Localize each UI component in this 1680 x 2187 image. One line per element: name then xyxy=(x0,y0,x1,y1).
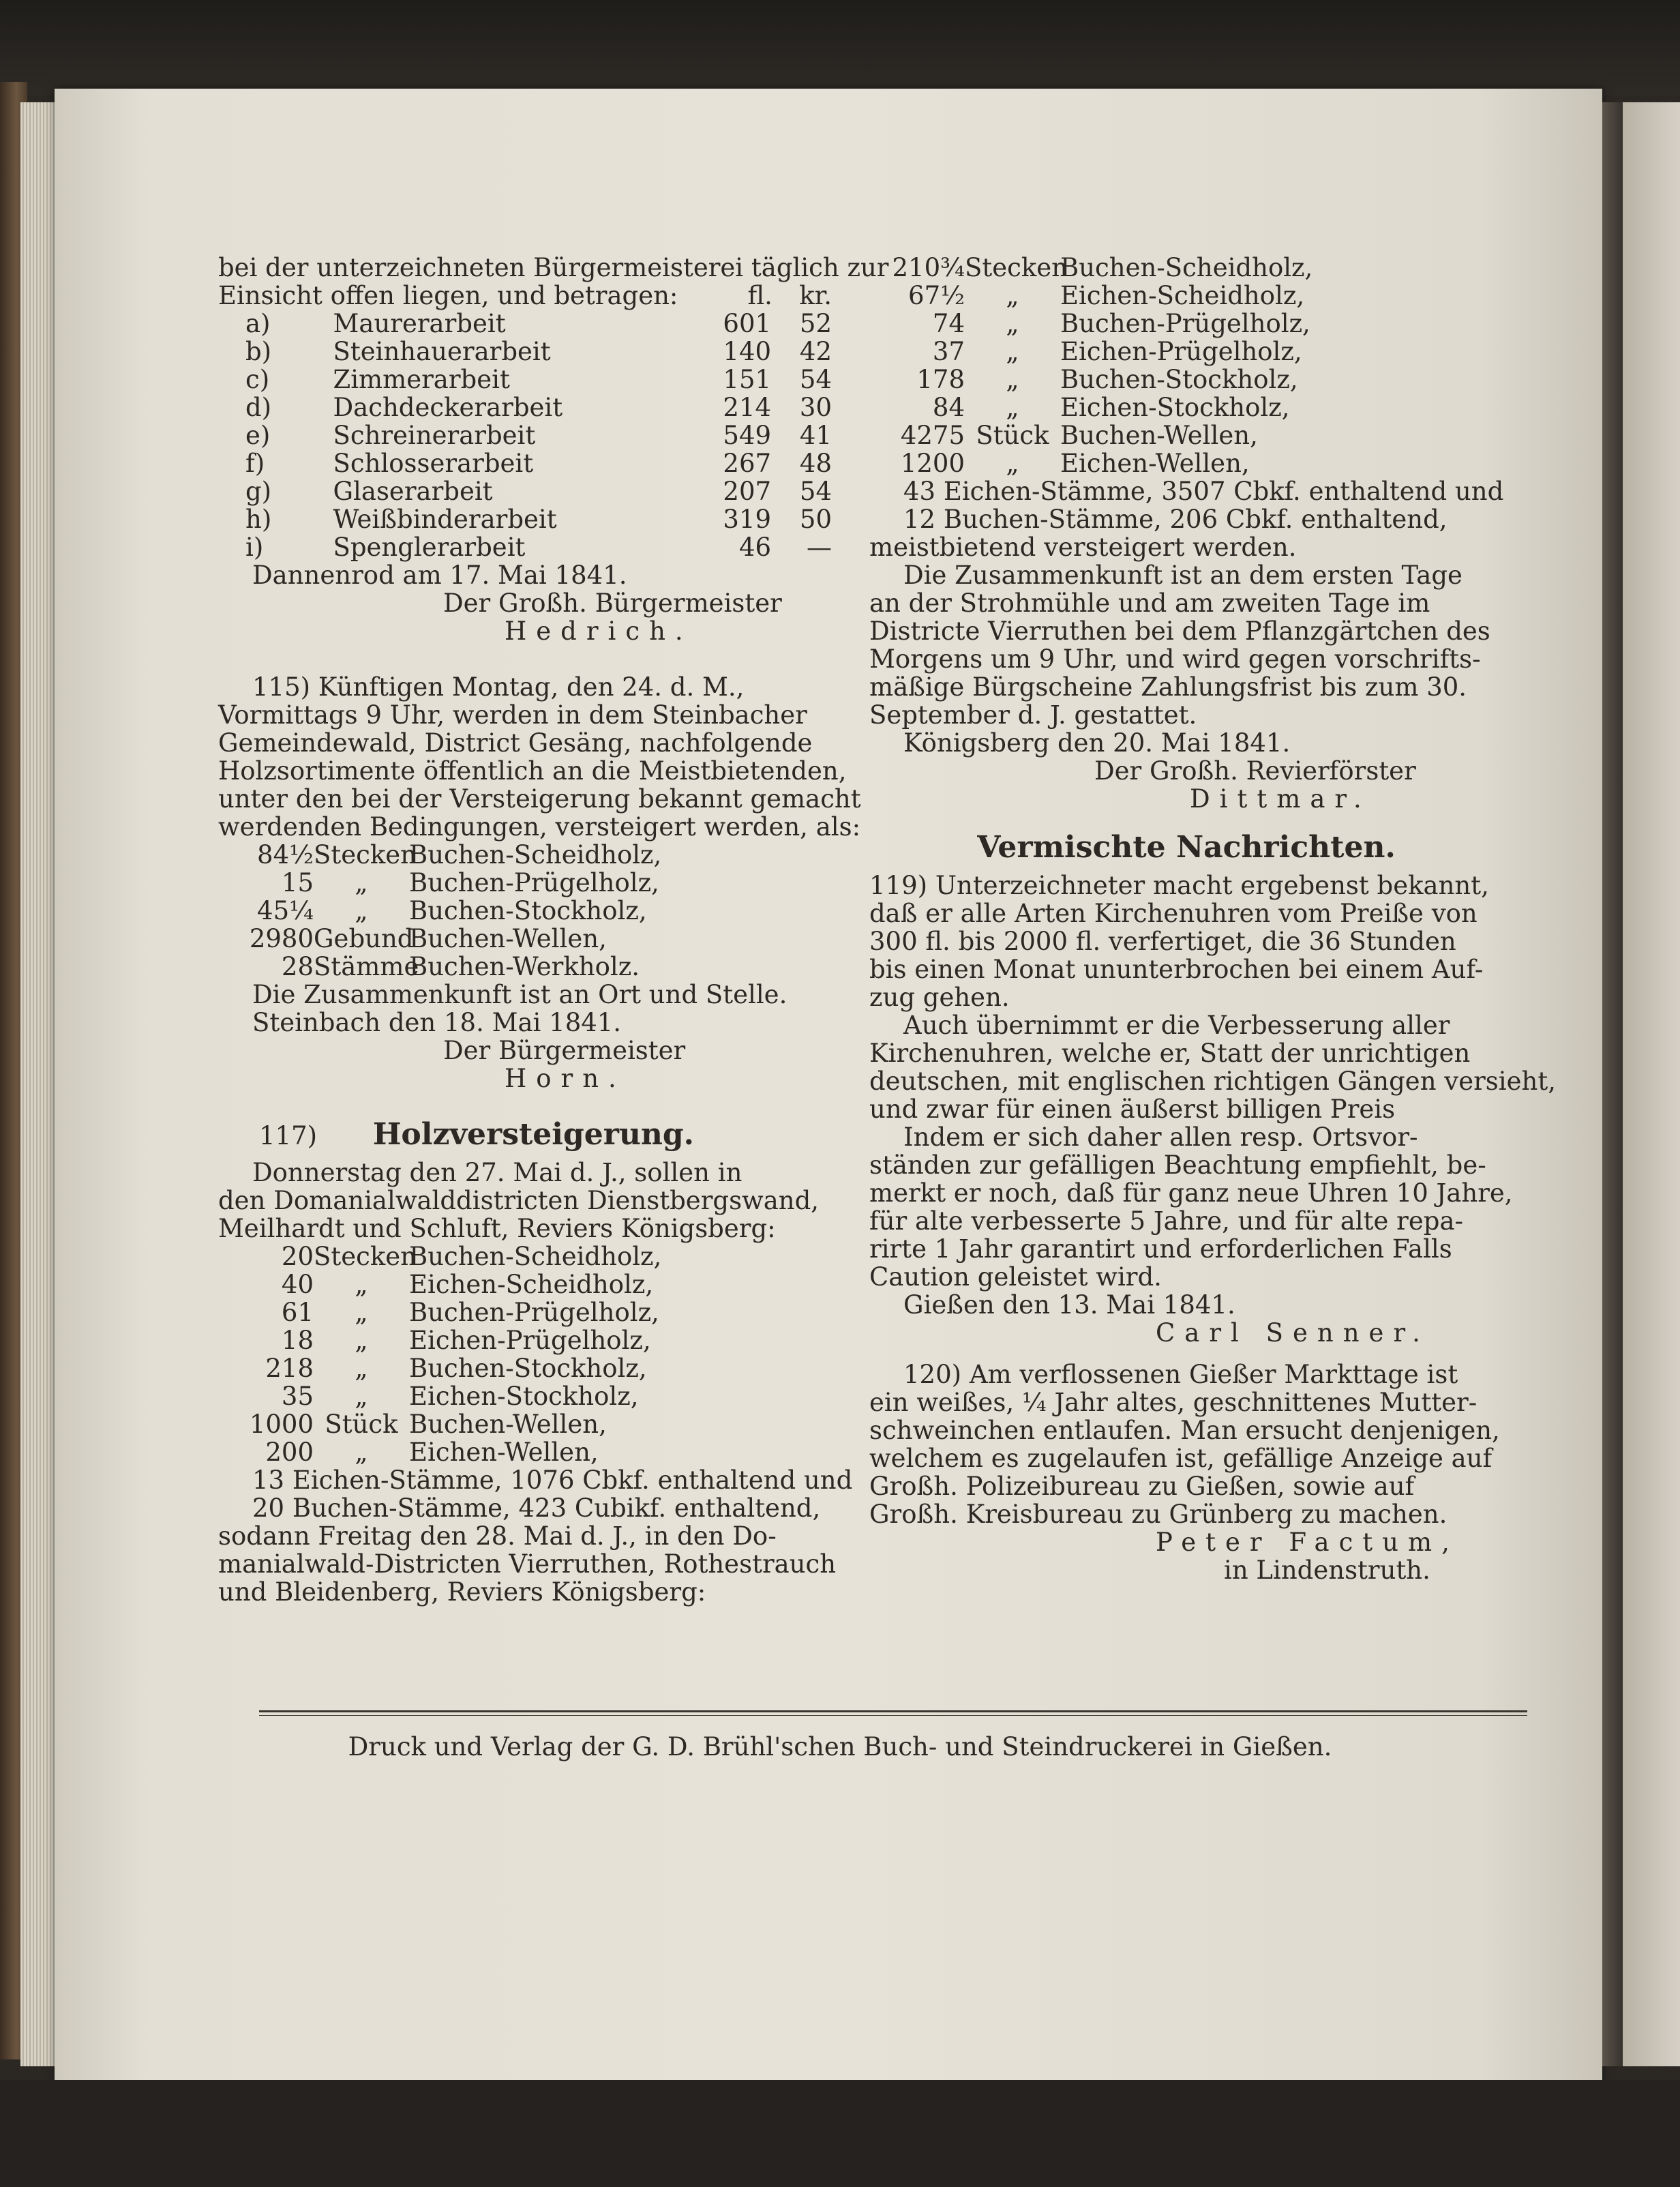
cost-fl: 601 xyxy=(723,309,772,338)
cost-fl: 207 xyxy=(723,477,772,506)
wood-qty: 1200 xyxy=(900,449,965,478)
notice-text: Kirchenuhren, welche er, Statt der unrichtigen xyxy=(869,1039,1471,1068)
wood-qty: 67½ xyxy=(908,281,965,310)
cost-label: i) xyxy=(245,533,264,562)
wood-row xyxy=(869,366,1503,393)
notice-text: Donnerstag den 27. Mai d. J., sollen in xyxy=(252,1158,742,1187)
currency-fl: fl. xyxy=(747,281,772,310)
wood-row xyxy=(218,1438,832,1466)
cost-label: a) xyxy=(245,309,271,338)
notice-date: Dannenrod am 17. Mai 1841. xyxy=(252,561,627,590)
notice-text: daß er alle Arten Kirchenuhren vom Preiße von xyxy=(869,899,1478,928)
notice-text: den Domanialwalddistricten Dienstbergswand, xyxy=(218,1186,820,1215)
wood-row xyxy=(218,1326,832,1354)
notice-text: Gemeindewald, District Gesäng, nachfolgende xyxy=(218,728,813,758)
wood-unit: Stecken xyxy=(965,253,1068,282)
wood-type: Eichen-Scheidholz, xyxy=(1060,281,1305,310)
cost-row xyxy=(218,393,832,421)
wood-qty: 74 xyxy=(932,309,965,338)
wood-qty: 4275 xyxy=(900,421,965,450)
notice-text: meistbietend versteigert werden. xyxy=(869,533,1297,562)
wood-qty: 1000 xyxy=(249,1410,314,1439)
background-table xyxy=(0,0,1680,95)
notice-text: welchem es zugelaufen ist, gefällige Anzeige auf xyxy=(869,1444,1492,1473)
wood-qty: 20 xyxy=(281,1242,314,1271)
cost-name: Spenglerarbeit xyxy=(333,533,526,562)
cost-row xyxy=(218,505,832,533)
wood-type: Buchen-Prügelholz, xyxy=(409,1298,659,1327)
notice-text: Districte Vierruthen bei dem Pflanzgärtchen des xyxy=(869,616,1490,646)
wood-type: Buchen-Prügelholz, xyxy=(1060,309,1310,338)
wood-type: Buchen-Scheidholz, xyxy=(409,1242,662,1271)
wood-row xyxy=(218,953,832,981)
wood-row xyxy=(218,1382,832,1410)
wood-unit: „ xyxy=(1006,281,1019,310)
cost-kr: 42 xyxy=(799,337,832,366)
cost-label: h) xyxy=(245,505,272,534)
wood-qty: 61 xyxy=(281,1298,314,1327)
wood-unit: Stecken xyxy=(314,840,417,869)
notice-heading-row xyxy=(218,1117,832,1159)
cost-name: Glaserarbeit xyxy=(333,477,493,506)
cost-row xyxy=(218,310,832,338)
notice-text: unter den bei der Versteigerung bekannt gemacht xyxy=(218,784,861,814)
notice-date: Steinbach den 18. Mai 1841. xyxy=(252,1008,622,1037)
cost-name: Zimmerarbeit xyxy=(333,365,510,394)
text-line: bei der unterzeichneten Bürgermeisterei täglich zur xyxy=(218,253,889,282)
cost-name: Weißbinderarbeit xyxy=(333,505,557,534)
cost-kr: 48 xyxy=(799,449,832,478)
wood-unit: Stecken xyxy=(314,1242,417,1271)
wood-row xyxy=(869,282,1503,310)
wood-unit: „ xyxy=(1006,449,1019,478)
notice-text: 43 Eichen-Stämme, 3507 Cbkf. enthaltend und xyxy=(903,477,1504,506)
wood-qty: 84½ xyxy=(257,840,314,869)
notice-text: 119) Unterzeichneter macht ergebenst bekannt, xyxy=(869,871,1489,900)
notice-signature: Carl Senner. xyxy=(1156,1318,1430,1348)
cost-row xyxy=(218,366,832,393)
notice-text: an der Strohmühle und am zweiten Tage im xyxy=(869,589,1430,618)
wood-qty: 15 xyxy=(281,868,314,897)
notice-text: Indem er sich daher allen resp. Ortsvor- xyxy=(903,1122,1418,1152)
notice-text: Caution geleistet wird. xyxy=(869,1262,1162,1292)
wood-unit: „ xyxy=(355,1326,368,1355)
cost-label: c) xyxy=(245,365,270,394)
background-bottom xyxy=(0,2080,1680,2187)
left-column xyxy=(218,253,889,1607)
wood-unit: „ xyxy=(1006,365,1019,394)
wood-qty: 210¾ xyxy=(892,253,965,282)
cost-row xyxy=(218,533,832,561)
wood-qty: 40 xyxy=(281,1270,314,1299)
cost-fl: 46 xyxy=(738,533,772,562)
notice-text: Die Zusammenkunft ist an Ort und Stelle. xyxy=(252,980,787,1009)
wood-type: Eichen-Wellen, xyxy=(1060,449,1250,478)
wood-row xyxy=(218,897,832,925)
cost-name: Schreinerarbeit xyxy=(333,421,536,450)
notice-text: und zwar für einen äußerst billigen Preis xyxy=(869,1095,1396,1124)
notice-text: 115) Künftigen Montag, den 24. d. M., xyxy=(252,672,745,702)
wood-qty: 45¼ xyxy=(257,896,314,925)
notice-text: rirte 1 Jahr garantirt und erforderlichen Falls xyxy=(869,1234,1452,1264)
wood-row xyxy=(869,254,1503,282)
notice-text: bis einen Monat ununterbrochen bei einem Auf- xyxy=(869,955,1484,984)
wood-qty: 218 xyxy=(265,1354,314,1383)
wood-qty: 18 xyxy=(281,1326,314,1355)
notice-text: 20 Buchen-Stämme, 423 Cubikf. enthaltend, xyxy=(252,1493,821,1523)
cost-fl: 214 xyxy=(723,393,772,422)
wood-qty: 28 xyxy=(281,952,314,981)
notice-text: schweinchen entlaufen. Man ersucht denjenigen, xyxy=(869,1416,1500,1445)
cost-label: f) xyxy=(245,449,265,478)
right-column xyxy=(869,253,1556,1585)
notice-text: für alte verbesserte 5 Jahre, und für alte repa- xyxy=(869,1206,1463,1236)
wood-row xyxy=(218,1354,832,1382)
wood-unit: Gebund xyxy=(314,924,414,953)
wood-type: Eichen-Stockholz, xyxy=(1060,393,1290,422)
wood-type: Buchen-Wellen, xyxy=(1060,421,1258,450)
cost-label: e) xyxy=(245,421,271,450)
cost-name: Dachdeckerarbeit xyxy=(333,393,563,422)
notice-signature: Horn. xyxy=(505,1064,626,1093)
notice-office: Der Großh. Revierförster xyxy=(1094,756,1416,786)
notice-text: ein weißes, ¼ Jahr altes, geschnittenes Mutter- xyxy=(869,1388,1478,1417)
cost-header xyxy=(218,282,832,310)
wood-row xyxy=(218,1243,832,1270)
wood-unit: „ xyxy=(1006,337,1019,366)
notice-text: Auch übernimmt er die Verbesserung aller xyxy=(903,1011,1450,1040)
wood-type: Buchen-Wellen, xyxy=(409,1410,607,1439)
wood-unit: „ xyxy=(355,1382,368,1411)
wood-type: Buchen-Werkholz. xyxy=(409,952,640,981)
notice-heading: Holzversteigerung. xyxy=(372,1117,695,1152)
cost-fl: 151 xyxy=(723,365,772,394)
cost-label: g) xyxy=(245,477,272,506)
wood-type: Buchen-Wellen, xyxy=(409,924,607,953)
notice-signature: Hedrich. xyxy=(505,616,693,646)
wood-row xyxy=(869,449,1503,477)
notice-text: deutschen, mit englischen richtigen Gängen versieht, xyxy=(869,1067,1556,1096)
wood-type: Eichen-Prügelholz, xyxy=(1060,337,1302,366)
notice-text: mäßige Bürgscheine Zahlungsfrist bis zum 30. xyxy=(869,672,1467,702)
wood-unit: „ xyxy=(355,896,368,925)
wood-type: Buchen-Scheidholz, xyxy=(1060,253,1313,282)
cost-kr: 41 xyxy=(799,421,832,450)
printer-imprint: Druck und Verlag der G. D. Brühl'schen Buch- und Steindruckerei in Gießen. xyxy=(348,1732,1332,1761)
notice-text: merkt er noch, daß für ganz neue Uhren 10 Jahre, xyxy=(869,1178,1513,1208)
notice-text: manialwald-Districten Vierruthen, Rothestrauch xyxy=(218,1549,837,1579)
notice-text: 300 fl. bis 2000 fl. verfertiget, die 36 Stunden xyxy=(869,927,1456,956)
wood-type: Buchen-Scheidholz, xyxy=(409,840,662,869)
cost-fl: 267 xyxy=(723,449,772,478)
notice-office: Der Großh. Bürgermeister xyxy=(443,589,782,618)
wood-type: Eichen-Prügelholz, xyxy=(409,1326,651,1355)
notice-text: sodann Freitag den 28. Mai d. J., in den Do- xyxy=(218,1521,777,1551)
wood-qty: 178 xyxy=(916,365,965,394)
wood-row xyxy=(218,1270,832,1298)
notice-text: Großh. Polizeibureau zu Gießen, sowie auf xyxy=(869,1472,1415,1501)
cost-fl: 549 xyxy=(723,421,772,450)
footer-rule xyxy=(259,1710,1527,1716)
wood-row xyxy=(218,925,832,953)
wood-qty: 2980 xyxy=(249,924,314,953)
wood-type: Buchen-Prügelholz, xyxy=(409,868,659,897)
notice-text: Großh. Kreisbureau zu Grünberg zu machen. xyxy=(869,1500,1448,1529)
cost-row xyxy=(218,338,832,366)
wood-qty: 35 xyxy=(281,1382,314,1411)
cost-kr: 54 xyxy=(799,365,832,394)
wood-type: Buchen-Stockholz, xyxy=(1060,365,1298,394)
cost-kr: 50 xyxy=(799,505,832,534)
wood-row xyxy=(869,338,1503,366)
cost-label: b) xyxy=(245,337,272,366)
notice-text: ständen zur gefälligen Beachtung empfiehlt, be- xyxy=(869,1150,1486,1180)
currency-kr: kr. xyxy=(799,281,832,310)
cost-name: Maurerarbeit xyxy=(333,309,506,338)
wood-unit: Stück xyxy=(976,421,1049,450)
notice-signature: Dittmar. xyxy=(1190,784,1371,814)
notice-place: in Lindenstruth. xyxy=(1224,1556,1430,1585)
cost-fl: 140 xyxy=(723,337,772,366)
cost-name: Schlosserarbeit xyxy=(333,449,534,478)
wood-row xyxy=(218,841,832,869)
notice-date: Königsberg den 20. Mai 1841. xyxy=(903,728,1291,758)
notice-text: 120) Am verflossenen Gießer Markttage ist xyxy=(903,1360,1458,1389)
wood-qty: 37 xyxy=(932,337,965,366)
notice-text: Holzsortimente öffentlich an die Meistbietenden, xyxy=(218,756,847,786)
notice-text: Meilhardt und Schluft, Reviers Königsberg: xyxy=(218,1214,776,1243)
wood-unit: „ xyxy=(355,868,368,897)
wood-unit: „ xyxy=(355,1270,368,1299)
wood-row xyxy=(869,421,1503,449)
cost-row xyxy=(218,477,832,505)
notice-date: Gießen den 13. Mai 1841. xyxy=(903,1290,1235,1320)
notice-text: September d. J. gestattet. xyxy=(869,700,1197,730)
notice-signature: Peter Factum, xyxy=(1156,1528,1459,1557)
wood-row xyxy=(869,393,1503,421)
wood-row xyxy=(218,1298,832,1326)
wood-unit: „ xyxy=(355,1354,368,1383)
wood-type: Eichen-Stockholz, xyxy=(409,1382,639,1411)
cost-kr: 30 xyxy=(799,393,832,422)
notice-text: und Bleidenberg, Reviers Königsberg: xyxy=(218,1577,706,1607)
notice-text: 12 Buchen-Stämme, 206 Cbkf. enthaltend, xyxy=(903,505,1448,534)
notice-text: zug gehen. xyxy=(869,983,1010,1012)
cost-name: Steinhauerarbeit xyxy=(333,337,551,366)
cost-kr: 52 xyxy=(799,309,832,338)
notice-text: Morgens um 9 Uhr, und wird gegen vorschrifts- xyxy=(869,644,1481,674)
notice-text: Die Zusammenkunft ist an dem ersten Tage xyxy=(903,561,1462,590)
text-line: Einsicht offen liegen, und betragen: xyxy=(218,281,678,310)
wood-type: Buchen-Stockholz, xyxy=(409,1354,647,1383)
next-page-edge xyxy=(1623,102,1680,2066)
wood-unit: Stämme xyxy=(314,952,419,981)
wood-row xyxy=(869,310,1503,338)
wood-type: Eichen-Scheidholz, xyxy=(409,1270,654,1299)
cost-fl: 319 xyxy=(723,505,772,534)
wood-type: Eichen-Wellen, xyxy=(409,1438,599,1467)
cost-row xyxy=(218,449,832,477)
wood-type: Buchen-Stockholz, xyxy=(409,896,647,925)
wood-qty: 200 xyxy=(265,1438,314,1467)
wood-unit: „ xyxy=(355,1438,368,1467)
wood-row xyxy=(218,869,832,897)
cost-kr: 54 xyxy=(799,477,832,506)
notice-text: werdenden Bedingungen, versteigert werden, als: xyxy=(218,812,861,842)
wood-unit: „ xyxy=(1006,309,1019,338)
cost-row xyxy=(218,421,832,449)
wood-unit: Stück xyxy=(325,1410,398,1439)
wood-unit: „ xyxy=(355,1298,368,1327)
notice-text: Vormittags 9 Uhr, werden in dem Steinbacher xyxy=(218,700,807,730)
notice-text: 13 Eichen-Stämme, 1076 Cbkf. enthaltend und xyxy=(252,1466,853,1495)
notice-office: Der Bürgermeister xyxy=(443,1036,686,1065)
cost-list xyxy=(218,310,832,561)
section-heading: Vermischte Nachrichten. xyxy=(977,830,1396,865)
wood-unit: „ xyxy=(1006,393,1019,422)
wood-qty: 84 xyxy=(932,393,965,422)
notice-number: 117) xyxy=(259,1121,318,1150)
wood-row xyxy=(218,1410,832,1438)
cost-kr: — xyxy=(807,533,832,562)
cost-label: d) xyxy=(245,393,272,422)
